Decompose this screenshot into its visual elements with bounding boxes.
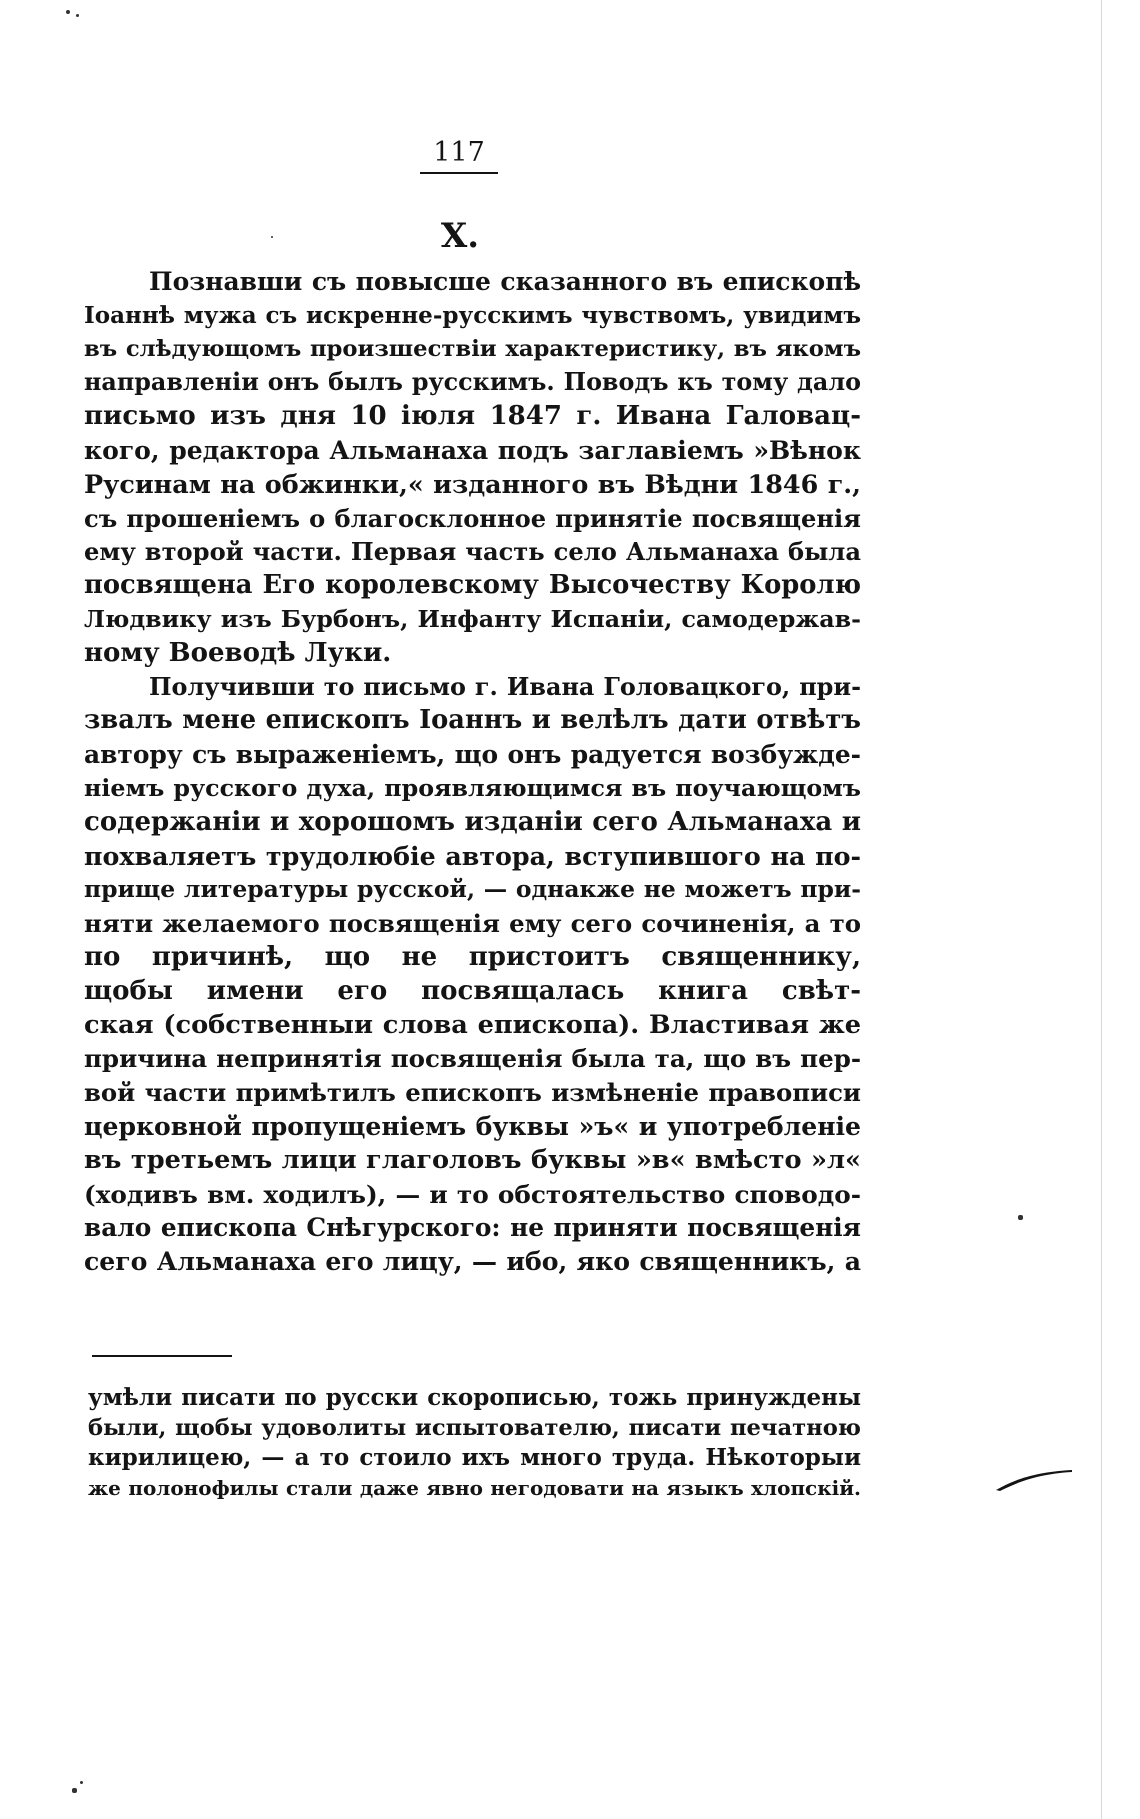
- speck: [76, 14, 79, 17]
- text-line: Познавши съ повысше сказанного въ епископѣ: [149, 267, 861, 296]
- text-line: ному Воеводѣ Луки.: [84, 637, 392, 668]
- footnote-line: были, щобы удоволиты испытователю, писати печатною: [88, 1415, 861, 1441]
- text-line: вой части примѣтилъ епископъ измѣненіе правописи: [84, 1078, 861, 1108]
- text-line: причина непринятія посвященія была та, що въ пер-: [84, 1044, 861, 1074]
- text-line: прище литературы русской, — однакже не можетъ при-: [84, 875, 861, 904]
- text-line: автору съ выраженіемъ, що онъ радуется возбужде-: [84, 740, 861, 770]
- speck: [1018, 1215, 1023, 1220]
- paragraph-2: [84, 671, 861, 1279]
- page-edge-line: [1101, 0, 1102, 1819]
- text-line: Людвику изъ Бурбонъ, Инфанту Испаніи, самодержав-: [84, 604, 861, 633]
- footnote-line: же полонофилы стали даже явно негодовати на языкъ хлопскій.: [88, 1476, 861, 1500]
- page-number: 117: [420, 136, 498, 174]
- footnote-line: умѣли писати по русски скорописью, тожь принуждены: [88, 1384, 861, 1411]
- text-line: няти желаемого посвященія ему сего сочиненія, а то: [84, 909, 861, 939]
- text-line: направленіи онъ былъ русскимъ. Поводъ къ тому дало: [84, 368, 861, 397]
- ink-stroke-mark: [994, 1466, 1074, 1492]
- text-line: содержаніи и хорошомъ изданіи сего Альманаха и: [84, 806, 861, 837]
- text-line: письмо изъ дня 10 іюля 1847 г. Ивана Галовац-: [84, 401, 861, 432]
- text-line: вало епископа Снѣгурского: не приняти посвященія: [84, 1213, 861, 1243]
- text-line: церковной пропущеніемъ буквы »ъ« и употребленіе: [84, 1110, 861, 1141]
- text-line: Іоаннѣ мужа съ искренне-русскимъ чувствомъ, увидимъ: [84, 301, 861, 329]
- body-text: [84, 265, 861, 1279]
- text-line: въ третьемъ лици глаголовъ буквы »в« вмѣсто »л«: [84, 1144, 861, 1175]
- speck: [271, 236, 273, 238]
- text-line: Русинам на обжинки,« изданного въ Вѣдни 1846 г.,: [84, 468, 861, 499]
- paragraph-1: [84, 265, 861, 671]
- text-line: сего Альманаха его лицу, — ибо, яко священникъ, а: [84, 1246, 861, 1277]
- text-line: въ слѣдующомъ произшествіи характеристику, въ якомъ: [84, 335, 861, 362]
- footnote-line: кирилицею, — а то стоило ихъ много труда. Нѣкоторыи: [88, 1444, 861, 1471]
- text-line: похваляетъ трудолюбіе автора, вступившого на по-: [84, 840, 861, 871]
- text-line: щобы имени его посвящалась книга свѣт-: [84, 975, 861, 1006]
- text-line: звалъ мене епископъ Іоаннъ и велѣлъ дати отвѣтъ: [84, 705, 861, 736]
- text-line: ему второй части. Первая часть село Альманаха была: [84, 537, 861, 567]
- text-line: посвящена Его королевскому Высочеству Королю: [84, 570, 861, 601]
- speck: [72, 1788, 77, 1793]
- speck: [66, 10, 70, 14]
- footnote: [88, 1383, 861, 1503]
- speck: [80, 1781, 83, 1784]
- text-line: Получивши то письмо г. Ивана Головацкого, при-: [149, 672, 861, 701]
- text-line: по причинѣ, що не пристоитъ священнику,: [84, 941, 861, 972]
- text-line: кого, редактора Альманаха подъ заглавіемъ »Вѣнок: [84, 434, 861, 465]
- text-line: съ прошеніемъ о благосклонное принятіе посвященія: [84, 503, 861, 533]
- footnote-rule: [92, 1355, 232, 1357]
- text-line: ская (собственныи слова епископа). Властивая же: [84, 1009, 861, 1040]
- chapter-heading: X.: [440, 216, 480, 256]
- text-line: (ходивъ вм. ходилъ), — и то обстоятельство споводо-: [84, 1179, 861, 1209]
- text-line: ніемъ русского духа, проявляющимся въ поучающомъ: [84, 773, 861, 802]
